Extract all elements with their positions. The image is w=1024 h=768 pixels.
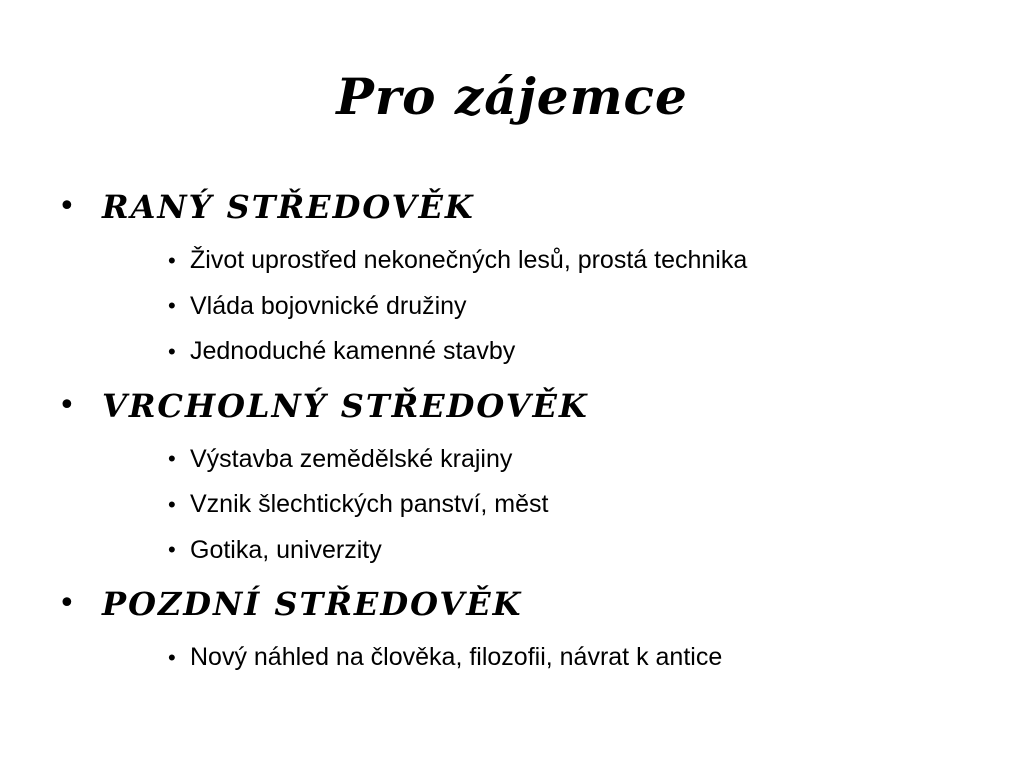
list-item-text: Vznik šlechtických panství, měst [190, 490, 549, 519]
list-item [58, 238, 978, 284]
bullet-icon: • [168, 491, 176, 517]
bullet-icon: • [58, 189, 76, 224]
list-item-text: Jednoduché kamenné stavby [190, 337, 516, 366]
bullet-icon: • [168, 644, 176, 670]
list-item-text: Nový náhled na člověka, filozofii, návrat k antice [190, 643, 723, 672]
section-heading: RANÝ STŘEDOVĚK [102, 188, 475, 226]
list-item [58, 528, 978, 574]
bullet-icon: • [168, 293, 176, 319]
bullet-icon: • [168, 446, 176, 472]
section-early-middle-ages [58, 176, 978, 375]
section-high-middle-ages [58, 375, 978, 574]
list-item-text: Život uprostřed nekonečných lesů, prostá technika [190, 246, 748, 275]
section-heading: POZDNÍ STŘEDOVĚK [102, 585, 523, 623]
section-heading-row [58, 375, 978, 437]
list-item [58, 482, 978, 528]
section-heading-row [58, 176, 978, 238]
bullet-icon: • [168, 338, 176, 364]
list-item [58, 284, 978, 330]
list-item-text: Vláda bojovnické družiny [190, 291, 467, 320]
section-heading: VRCHOLNÝ STŘEDOVĚK [102, 386, 589, 425]
list-item-text: Výstavba zemědělské krajiny [190, 444, 513, 473]
list-item-text: Gotika, univerzity [190, 535, 382, 564]
bullet-icon: • [168, 247, 176, 273]
bullet-icon: • [58, 586, 76, 621]
list-item [58, 437, 978, 483]
slide-title: Pro zájemce [336, 67, 688, 126]
list-item [58, 329, 978, 375]
bullet-list [58, 176, 978, 681]
section-heading-row [58, 573, 978, 635]
bullet-icon: • [168, 537, 176, 563]
list-item [58, 635, 978, 681]
bullet-icon: • [58, 387, 76, 423]
section-late-middle-ages [58, 573, 978, 681]
